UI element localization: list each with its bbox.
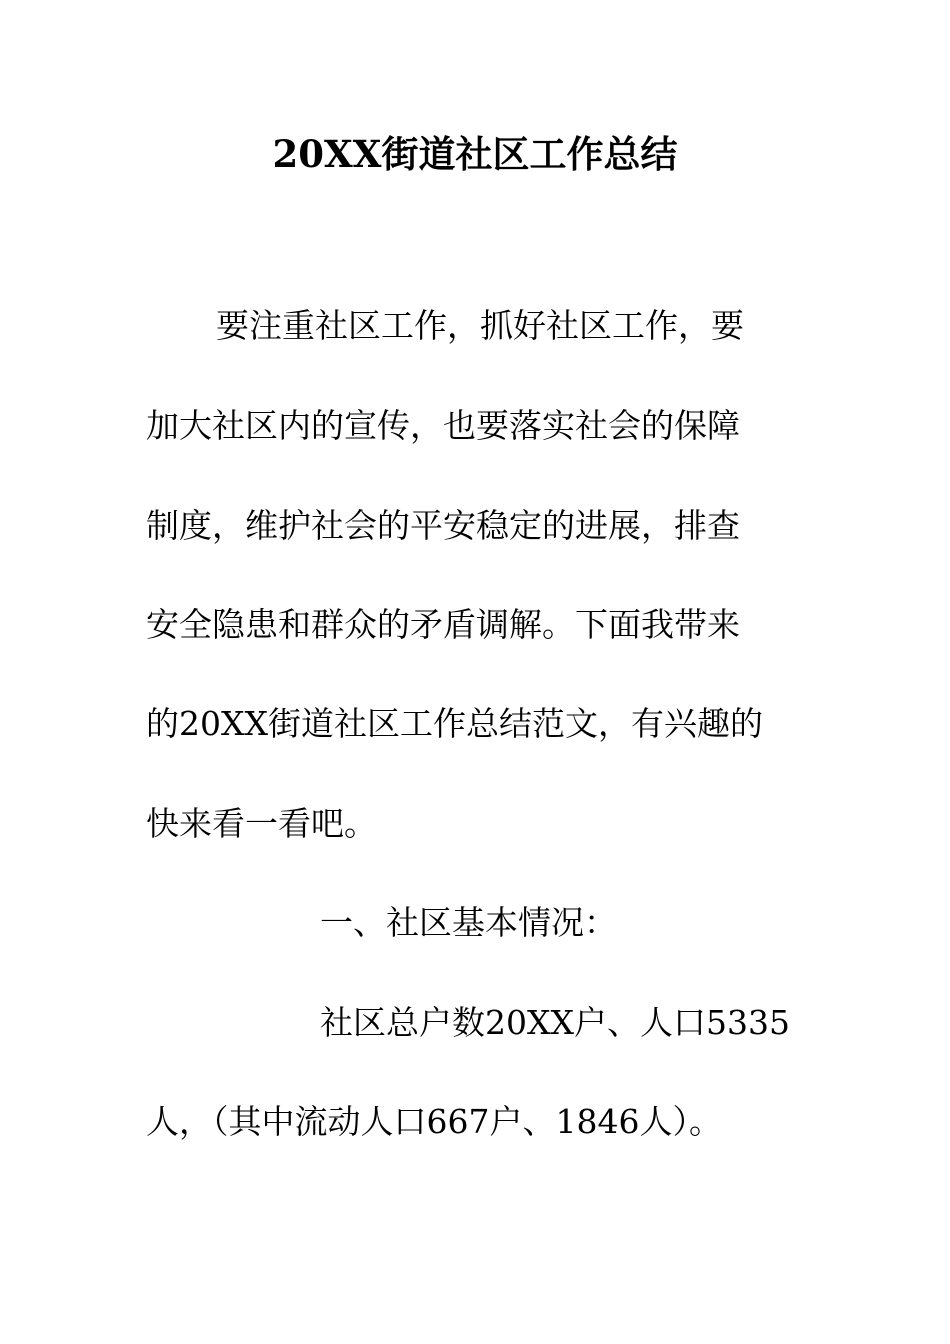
section-heading: 一、社区基本情况： bbox=[320, 903, 617, 942]
paragraph-line: 社区总户数20XX户、人口5335 bbox=[320, 1003, 790, 1042]
paragraph-line: 要注重社区工作，抓好社区工作，要 bbox=[216, 306, 744, 345]
paragraph-line: 安全隐患和群众的矛盾调解。下面我带来 bbox=[146, 605, 740, 644]
paragraph-line: 的20XX街道社区工作总结范文，有兴趣的 bbox=[146, 704, 763, 743]
paragraph-line: 人，（其中流动人口667户、1846人）。 bbox=[146, 1102, 722, 1141]
paragraph-line: 制度，维护社会的平安稳定的进展，排查 bbox=[146, 506, 740, 545]
paragraph-line: 加大社区内的宣传，也要落实社会的保障 bbox=[146, 406, 740, 445]
paragraph-line: 快来看一看吧。 bbox=[146, 804, 377, 843]
page-title: 20XX街道社区工作总结 bbox=[272, 132, 678, 176]
